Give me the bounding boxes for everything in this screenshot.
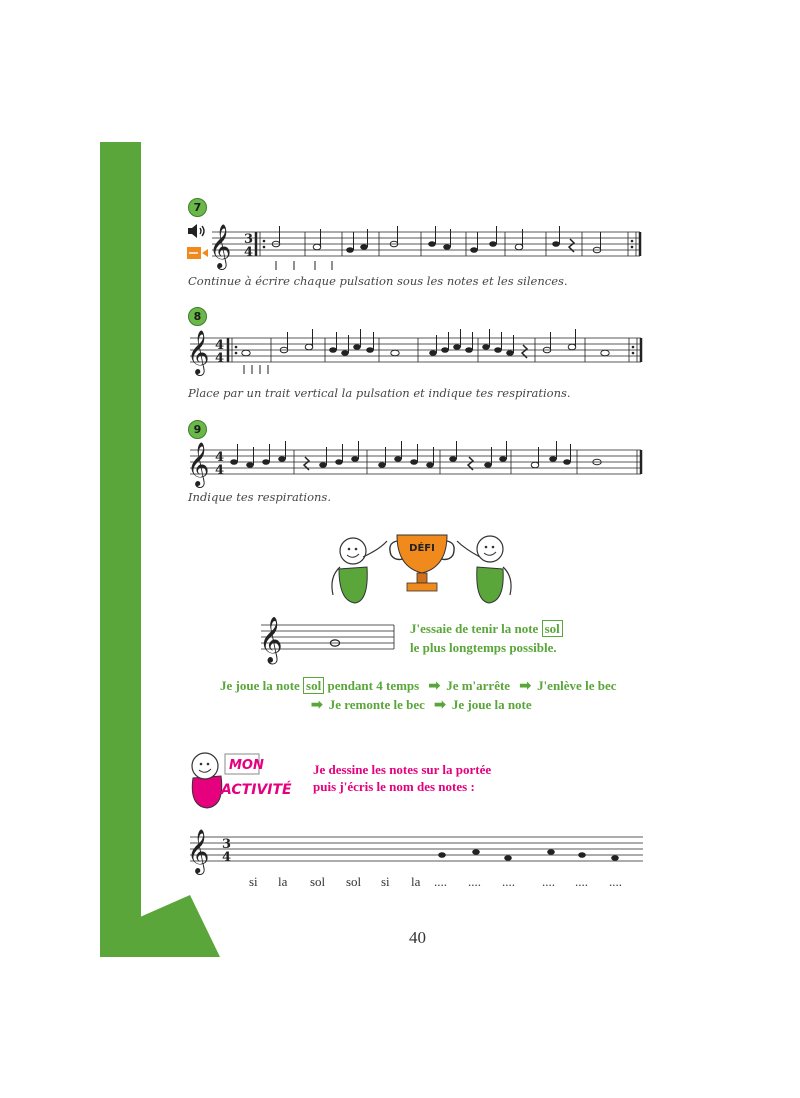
time-signature-bottom: 4 xyxy=(222,850,232,865)
note-name: si xyxy=(381,874,390,889)
defi-steps-line1: Je joue la note sol pendant 4 temps ➡ Je m'arrête ➡ J'enlève le bec xyxy=(220,678,617,694)
answer-blank: .... xyxy=(609,874,622,889)
answer-blank: .... xyxy=(542,874,555,889)
arrow-right-icon: ➡ xyxy=(519,679,532,694)
defi-illustration xyxy=(325,527,520,605)
mon-activite-badge xyxy=(185,748,297,810)
time-signature-bottom: 4 xyxy=(215,463,225,478)
defi-staff xyxy=(261,613,396,663)
activity-text-line2: puis j'écris le nom des notes : xyxy=(313,779,475,794)
green-margin-bar xyxy=(100,142,141,957)
badge-text-mon: MON xyxy=(229,758,264,773)
svg-text:𝄞: 𝄞 xyxy=(187,442,210,486)
svg-text:𝄞: 𝄞 xyxy=(209,224,232,268)
note-name: si xyxy=(249,874,258,889)
note-name: sol xyxy=(310,874,326,889)
note-name: la xyxy=(278,874,288,889)
exercise-number-badge: 7 xyxy=(188,198,207,217)
note-name: sol xyxy=(346,874,362,889)
green-corner-triangle xyxy=(100,895,220,957)
time-signature-top: 4 xyxy=(215,338,225,353)
instruction-text: Place par un trait vertical la pulsation et indique tes respirations. xyxy=(188,386,571,400)
exercise-number-badge: 8 xyxy=(188,307,207,326)
defi-text-line1: J'essaie de tenir la note sol xyxy=(410,621,563,637)
note-name: la xyxy=(411,874,421,889)
svg-text:𝄞: 𝄞 xyxy=(187,330,210,374)
answer-blank: .... xyxy=(575,874,588,889)
answer-blank: .... xyxy=(468,874,481,889)
speaker-icon[interactable] xyxy=(187,223,207,239)
arrow-right-icon: ➡ xyxy=(311,698,323,713)
arrow-right-icon: ➡ xyxy=(428,679,441,694)
time-signature-top: 3 xyxy=(244,232,254,247)
exercise-number-badge: 9 xyxy=(188,420,207,439)
video-icon[interactable] xyxy=(187,246,208,260)
svg-text:𝄞: 𝄞 xyxy=(259,617,283,663)
svg-text:𝄞: 𝄞 xyxy=(187,829,210,873)
time-signature-top: 4 xyxy=(215,450,225,465)
activity-staff xyxy=(187,827,643,873)
answer-blank: .... xyxy=(434,874,447,889)
page-number: 40 xyxy=(409,928,426,947)
note-name-box: sol xyxy=(542,620,563,637)
time-signature-bottom: 4 xyxy=(215,351,225,366)
time-signature-top: 3 xyxy=(222,837,232,852)
instruction-text: Continue à écrire chaque pulsation sous les notes et les silences. xyxy=(188,274,568,288)
defi-steps-line2: ➡ Je remonte le bec ➡ Je joue la note xyxy=(311,697,532,713)
instruction-text: Indique tes respirations. xyxy=(188,490,331,504)
arrow-right-icon: ➡ xyxy=(434,698,446,713)
music-staff-7 xyxy=(209,222,642,272)
activity-text-line1: Je dessine les notes sur la portée xyxy=(313,762,492,777)
answer-blank: .... xyxy=(502,874,515,889)
music-staff-9 xyxy=(187,440,643,486)
time-signature-bottom: 4 xyxy=(244,245,254,260)
music-staff-8 xyxy=(187,328,643,378)
trophy-label: DÉFI xyxy=(409,543,435,554)
defi-text-line2: le plus longtemps possible. xyxy=(410,640,557,655)
badge-text-activite: ACTIVITÉ xyxy=(221,782,292,798)
note-name-box: sol xyxy=(303,677,324,694)
